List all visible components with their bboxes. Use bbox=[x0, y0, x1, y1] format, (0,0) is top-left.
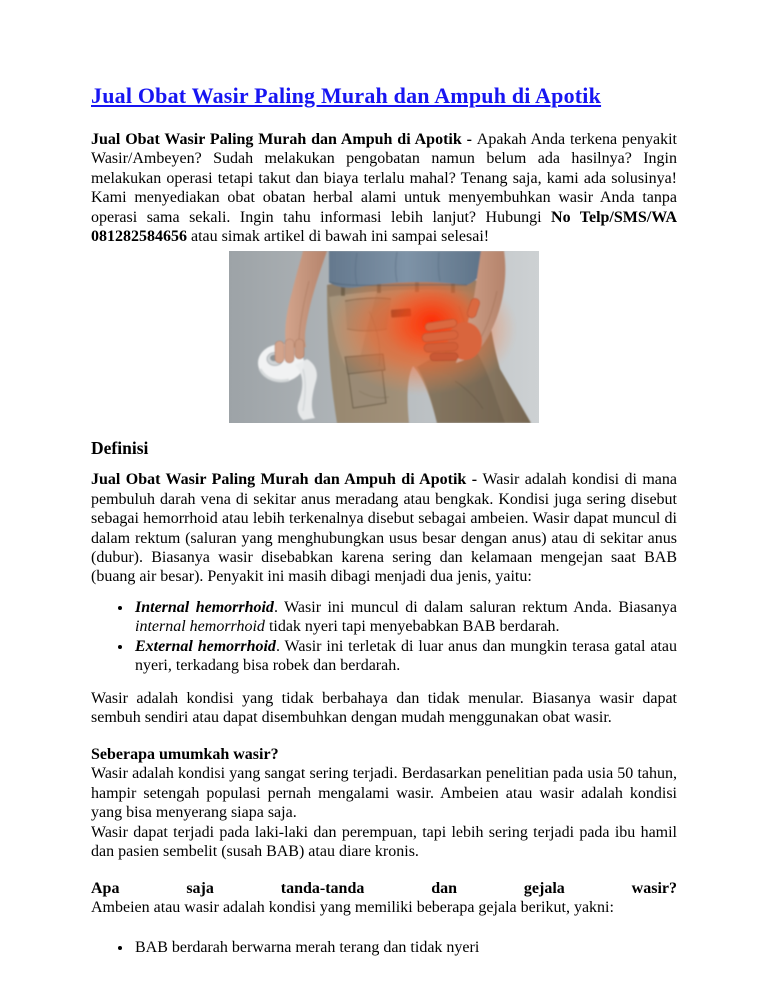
intro-paragraph bbox=[91, 130, 677, 246]
prevalence-paragraph-1: Wasir adalah kondisi yang sangat sering terjadi. Berdasarkan penelitian pada usia 50 tahun, hampir setengah populasi pernah mengalami wasir. Ambeien atau wasir adalah kondisi yang bisa menyerang siapa saja. bbox=[91, 765, 677, 822]
list-item bbox=[133, 637, 677, 676]
list-item-text-end: tidak nyeri tapi menyebabkan BAB berdarah. bbox=[264, 618, 560, 636]
definisi-heading: Definisi bbox=[91, 438, 149, 459]
intro-body-text: Apakah Anda terkena penyakit Wasir/Ambeyen? Sudah melakukan pengobatan namun belum ada hasilnya? Ingin melakukan operasi tetapi takut dan biaya terlalu mahal? Tenang saja, kami ada solusinya! Kami menyediakan obat obatan herbal alami untuk menyembuhkan wasir Anda tanpa operasi sama sekali. Ingin tahu informasi lebih lanjut? Hubungi bbox=[91, 131, 678, 226]
prevalence-paragraph-2: Wasir dapat terjadi pada laki-laki dan perempuan, tapi lebih sering terjadi pada ibu hamil dan pasien sembelit (susah BAB) atau diare kronis. bbox=[91, 823, 677, 860]
symptoms-intro: Ambeien atau wasir adalah kondisi yang memiliki beberapa gejala berikut, yakni: bbox=[91, 899, 614, 917]
tshirt bbox=[329, 251, 485, 288]
symptoms-heading: Apa saja tanda-tanda dan gejala wasir? bbox=[91, 880, 677, 898]
italic-phrase: internal hemorrhoid bbox=[135, 618, 265, 636]
definisi-body-text: Wasir adalah kondisi di mana pembuluh darah vena di sekitar anus meradang atau bengkak. Kondisi juga sering disebut sebagai hemorrhoid atau lebih terkenalnya disebut sebagai ambeien. Wasir dapat muncul di dalam rektum (saluran yang menghubungkan usus besar dengan anus) atau di sekitar anus (dubur). Biasanya wasir disebabkan karena sering dan kelamaan mengejan saat BAB (buang air besar). Penyakit ini masih dibagi menjadi dua jenis, yaitu: bbox=[91, 471, 677, 586]
intro-outro-text: atau simak artikel di bawah ini sampai selesai! bbox=[187, 228, 490, 246]
definisi-paragraph bbox=[91, 470, 677, 586]
article-title-link[interactable]: Jual Obat Wasir Paling Murah dan Ampuh di Apotik bbox=[91, 83, 602, 108]
list-item-text: . Wasir ini terletak di luar anus dan mungkin terasa gatal atau nyeri, terkadang bisa robek dan berdarah. bbox=[135, 637, 677, 675]
list-item-text: . Wasir ini muncul di dalam saluran rektum Anda. Biasanya bbox=[273, 598, 678, 616]
intro-lead-bold: Jual Obat Wasir Paling Murah dan Ampuh di Apotik - bbox=[91, 131, 477, 148]
internal-hemorrhoid-term: Internal hemorrhoid bbox=[135, 598, 274, 616]
external-hemorrhoid-term: External hemorrhoid bbox=[135, 637, 276, 655]
definisi-lead-bold: Jual Obat Wasir Paling Murah dan Ampuh di Apotik - bbox=[91, 471, 483, 489]
list-item: • BAB berdarah berwarna merah terang dan tidak nyeri bbox=[133, 938, 677, 957]
prevalence-heading: Seberapa umumkah wasir? bbox=[91, 746, 279, 764]
definisi-closing-paragraph: Wasir adalah kondisi yang tidak berbahaya dan tidak menular. Biasanya wasir dapat sembuh sendiri atau dapat disembuhkan dengan mudah menggunakan obat wasir. bbox=[91, 689, 677, 726]
symptoms-list bbox=[91, 938, 677, 957]
article-photo-container bbox=[91, 251, 677, 423]
hemorrhoid-types-list bbox=[91, 598, 677, 676]
contact-number: No Telp/SMS/WA 081282584656 bbox=[91, 208, 677, 246]
list-item bbox=[133, 598, 677, 637]
article-photo bbox=[229, 251, 539, 423]
